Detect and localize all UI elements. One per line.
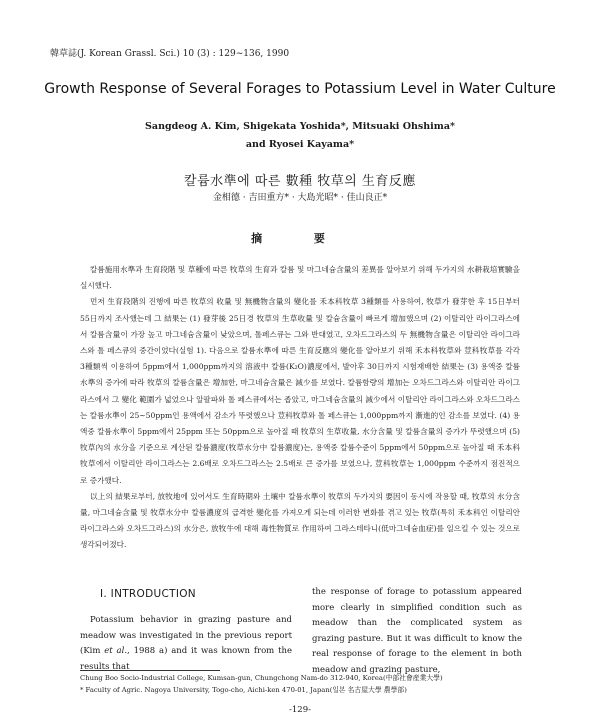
authors-english-line-2: and Ryosei Kayama* <box>245 139 355 150</box>
introduction-left-column <box>80 585 292 675</box>
introduction-right-column <box>312 585 522 678</box>
abstract-heading: 摘 要 <box>251 232 349 245</box>
footnote-affiliation-2: * Faculty of Agric. Nagoya University, Togo-cho, Aichi-ken 470-01, Japan(일본 名古屋大學 農學部) <box>80 686 407 694</box>
abstract-paragraph: 以上의 結果로부터, 放牧地에 있어서도 生育時期와 土壤中 칼륨水準이 牧草의 두가지의 要因이 동시에 작용할 때, 牧草의 水分含量, 마그네슘含量 및 牧草水分中 칼륨濃度의 급격한 變化를 가져오게 되는데 이러한 변화를 겪고 있는 牧草(특히 禾本科인 이탈리안 라이그라스와 오차드그라스)의 水分은, 放牧牛에 대해 毒性物質로 作用하여 그라스테타니(低마그네슘血症)를 일으킬 수 있는 것으로 생각되어졌다. <box>80 491 520 550</box>
introduction-paragraph-continued: the response of forage to potassium appeared more clearly in simplified condition such as meadow than the complicated system as grazing pasture. But it was difficult to know the real response of forage to the element in both meadow and grazing pasture, <box>312 587 522 675</box>
footnote-affiliation-1: Chung Boo Socio-Industrial College, Kumsan-gun, Chungchong Nam-do 312-940, Korea(中部社會産業大學) <box>80 674 443 682</box>
authors-english <box>40 118 560 154</box>
journal-reference: 韓草誌(J. Korean Grassl. Sci.) 10 (3) : 129∼136, 1990 <box>50 49 290 59</box>
paper-title: Growth Response of Several Forages to Potassium Level in Water Culture <box>44 81 556 97</box>
page-number: -129- <box>289 705 311 715</box>
intro-text-part: , 1988 a) and it was known from the results that <box>80 646 292 672</box>
intro-text-part: Potassium behavior in grazing pasture and meadow was investigated in the previous report (Kim <box>80 615 292 656</box>
abstract-paragraph: 칼륨施用水準과 生育段階 및 草種에 따른 牧草의 生育과 칼륨 및 마그네슘含量의 差異를 알아보기 위해 두가지의 水耕栽培實驗을 실시했다. <box>80 265 520 291</box>
authors-korean: 金相德 · 吉田重方* · 大島光昭* · 佳山良正* <box>212 193 388 203</box>
intro-text-citation: et al. <box>104 646 128 656</box>
section-heading-introduction: Ⅰ. INTRODUCTION <box>100 588 196 600</box>
footnote-divider <box>80 670 220 671</box>
footnotes <box>80 672 540 696</box>
introduction-paragraph <box>80 613 292 675</box>
paper-title-korean: 칼륨水準에 따른 數種 牧草의 生育反應 <box>184 174 416 189</box>
abstract-paragraph: 먼저 生育段階의 진행에 따른 牧草의 收量 및 無機物含量의 變化를 禾本科牧草 3種類를 사용하여, 牧草가 發芽한 후 15日부터 55日까지 조사했는데 그 結果는 (1) 發芽後 25日경 牧草의 生草收量 및 칼슘含量이 빠르게 增加했으며 (2) 이탈리안 라이그라스에서 칼륨含量이 가장 높고 마그네슘含量이 낮았으며, 톨페스큐는 그와 반대였고, 오차드그라스의 두 無機物含量은 이탈리안 라이그라스와 톨 페스큐의 중간이었다(실험 1). 다음으로 칼륨水準에 따른 生育反應의 變化를 알아보기 위해 禾本科牧草와 荳科牧草를 각각 3種類씩 이용하여 5ppm에서 1,000ppm까지의 溶液中 칼륨(K₂O)濃度에서, 발아후 30日까지 시험재배한 結果는 (3) 용액중 칼륨水準의 증가에 따라 牧草의 칼륨含量은 增加한, 마그네슘含量은 減少를 보였다. 칼륨함량의 增加는 오차드그라스와 이탈리안 라이그라스에서 그 變化 範圍가 넓었으나 알팔파와 톨 페스큐에서는 좁았고, 마그네슘含量의 減少에서 이탈리안 라이그라스와 오차드그라스는 칼륨水準이 25∼50ppm인 용액에서 감소가 뚜렷했으나 荳科牧草와 톨 페스큐는 1,000ppm까지 漸進的인 감소를 보였다. (4) 용액중 칼륨水準이 5ppm에서 25ppm 또는 50ppm으로 높아질 때 牧草의 生草收量, 水分含量 및 칼륨含量의 증가가 뚜렷했으며 (5) 牧草內의 水分을 기준으로 계산된 칼륨濃度(牧草水分中 칼륨濃度)는, 용액중 칼륨수준이 5ppm에서 50ppm으로 높아질 때 禾本科牧草에서 이탈리안 라이그라스는 2.6배로 오차드그라스는 2.5배로 큰 증가를 보였으나, 荳科牧草는 1,000ppm 수준까지 점진적으로 증가했다. <box>80 297 520 485</box>
abstract-body <box>80 262 520 554</box>
authors-english-line-1: Sangdeog A. Kim, Shigekata Yoshida*, Mitsuaki Ohshima* <box>145 121 455 132</box>
